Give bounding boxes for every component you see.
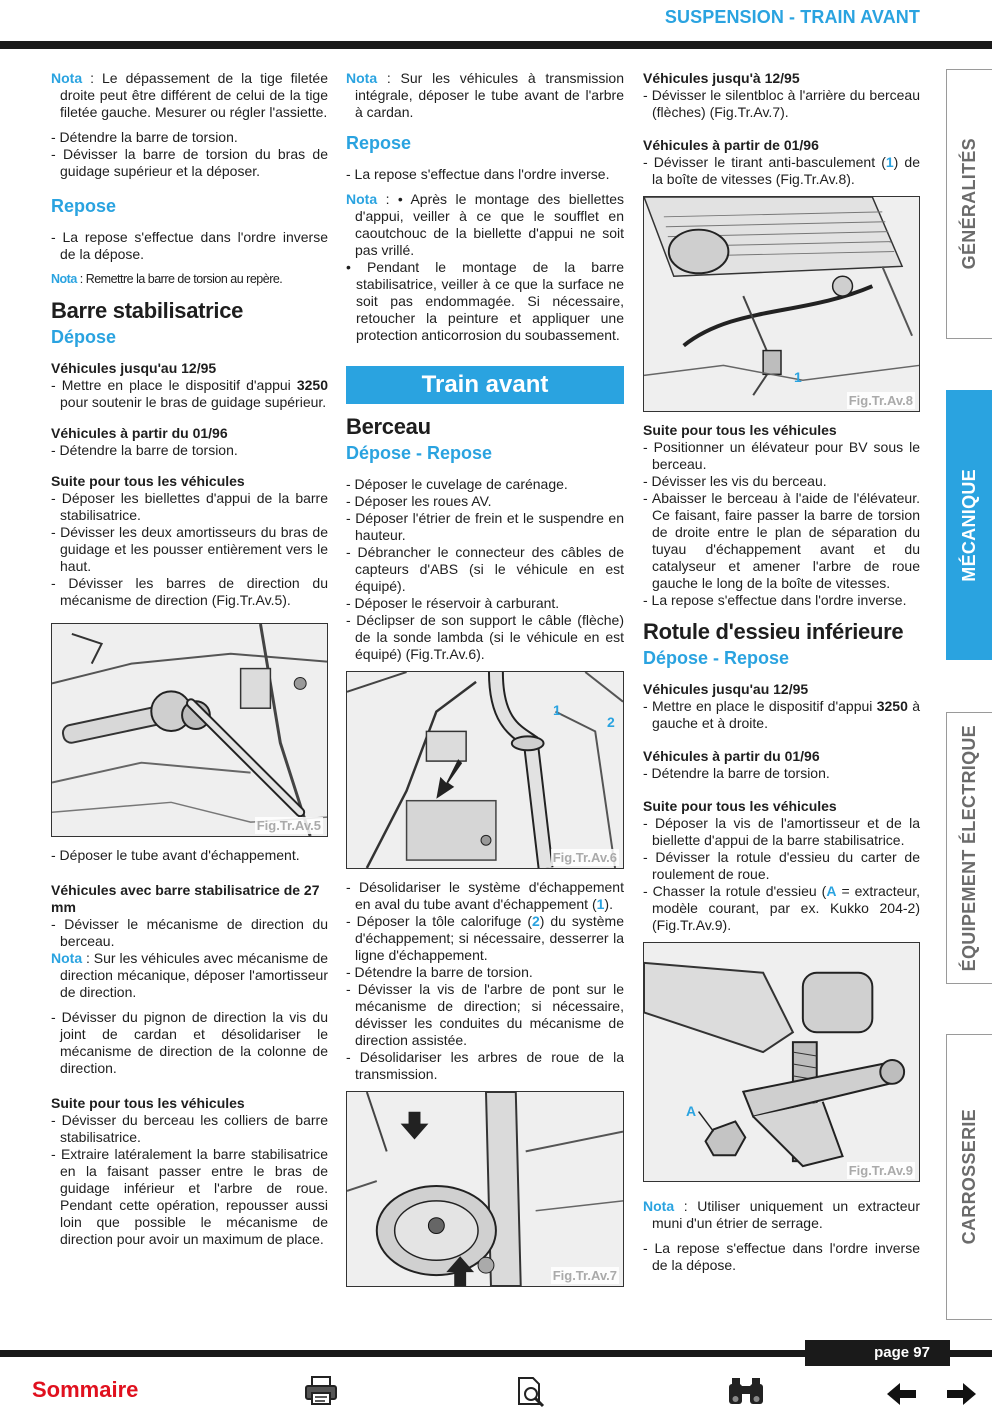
step: - Détendre la barre de torsion. <box>643 765 830 781</box>
ball-joint-extractor-illustration <box>644 943 919 1181</box>
nota-paragraph: Nota : Remettre la barre de torsion au repère. <box>51 272 283 286</box>
tab-equipement-electrique[interactable]: ÉQUIPEMENT ÉLECTRIQUE <box>946 712 992 984</box>
figure-tr-av-8 <box>643 196 920 412</box>
depose-repose-heading: Dépose - Repose <box>643 648 790 668</box>
step: - Dévisser le silentbloc à l'arrière du berceau (flèches) (Fig.Tr.Av.7). <box>643 87 920 120</box>
steering-tie-rod-illustration <box>52 624 327 836</box>
anti-roll-link-illustration <box>644 197 919 411</box>
step: - Déposer les roues AV. <box>346 493 492 509</box>
depose-heading: Dépose <box>51 327 117 347</box>
subheading: Véhicules jusqu'au 12/95 <box>643 681 809 697</box>
section-title: Berceau <box>346 414 431 439</box>
bullet-item: • Pendant le montage de la barre stabilisatrice, veiller à ce que la surface ne soit pas endommagée. Si nécessaire, retoucher la peinture et appliquer une protection anticorrosion du soubassement. <box>346 259 624 343</box>
step: - Chasser la rotule d'essieu (A = extracteur, modèle courant, par ex. Kukko 204-2) (Fig.Tr.Av.9). <box>643 883 921 933</box>
tab-generalites[interactable]: GÉNÉRALITÉS <box>946 69 992 339</box>
step: - Déposer l'étrier de frein et le suspendre en hauteur. <box>346 510 624 543</box>
step: - Dévisser du berceau les colliers de barre stabilisatrice. <box>51 1112 328 1145</box>
subheading: Véhicules jusqu'au 12/95 <box>51 360 217 376</box>
figure-tr-av-6 <box>346 671 624 869</box>
step: - Dévisser les vis du berceau. <box>643 473 827 489</box>
arrow-right-icon[interactable] <box>946 1382 976 1410</box>
step: - Dévisser la rotule d'essieu du carter de roulement de roue. <box>643 849 920 882</box>
nota-paragraph: Nota : Sur les véhicules avec mécanisme de direction mécanique, déposer l'amortisseur de direction. <box>51 950 329 1000</box>
step: - Dévisser les deux amortisseurs du bras de guidage et les pousser entièrement vers le haut. <box>51 524 328 574</box>
figure-caption: Fig.Tr.Av.6 <box>552 850 617 865</box>
step: - Mettre en place le dispositif d'appui 3250 à gauche et à droite. <box>643 698 920 731</box>
step: - Désolidariser les arbres de roue de la transmission. <box>346 1049 624 1082</box>
step: - Déposer le tube avant d'échappement. <box>51 847 300 863</box>
figure-caption: Fig.Tr.Av.9 <box>848 1163 913 1178</box>
subheading: Véhicules à partir du 01/96 <box>643 748 820 764</box>
section-title: Barre stabilisatrice <box>51 298 244 323</box>
page-number: page 97 <box>805 1340 950 1366</box>
subheading: Véhicules à partir de 01/96 <box>643 137 819 153</box>
subframe-silentbloc-illustration <box>347 1092 623 1286</box>
subheading: Suite pour tous les véhicules <box>643 798 837 814</box>
subheading: Suite pour tous les véhicules <box>51 1095 245 1111</box>
step: - Mettre en place le dispositif d'appui 3250 pour soutenir le bras de guidage supérieur. <box>51 377 328 410</box>
section-title: Rotule d'essieu inférieure <box>643 619 904 644</box>
column-3 <box>643 70 920 1274</box>
depose-repose-heading: Dépose - Repose <box>346 443 493 463</box>
column-2 <box>346 70 624 1297</box>
arrow-left-icon[interactable] <box>887 1382 917 1410</box>
step: - Dévisser la vis de l'arbre de pont sur le mécanisme de direction; si nécessaire, dévisser les conduites du mécanisme de direction assistée. <box>346 981 624 1048</box>
nota-paragraph: Nota : • Après le montage des biellettes d'appui, veiller à ce que le soufflet en caoutchouc de la biellette d'appui ne soit pas vrillé. <box>346 191 624 258</box>
step: - Déposer la vis de l'amortisseur et de la biellette d'appui de la barre stabilisatrice. <box>643 815 920 848</box>
step: - Dévisser la barre de torsion du bras de guidage supérieur et la déposer. <box>51 146 328 179</box>
callout-1: 1 <box>794 369 802 385</box>
step: - Dévisser du pignon de direction la vis du joint de cardan et désolidariser le mécanisme de direction de la colonne de direction. <box>51 1009 328 1076</box>
step: - Détendre la barre de torsion. <box>346 964 533 980</box>
figure-caption: Fig.Tr.Av.7 <box>552 1268 617 1283</box>
step: - La repose s'effectue dans l'ordre inverse de la dépose. <box>51 229 328 262</box>
tab-carrosserie[interactable]: CARROSSERIE <box>946 1034 992 1320</box>
printer-icon[interactable] <box>304 1376 338 1410</box>
subheading: Suite pour tous les véhicules <box>643 422 837 438</box>
page-header-title: SUSPENSION - TRAIN AVANT <box>664 7 920 27</box>
figure-tr-av-9 <box>643 942 920 1182</box>
nota-paragraph: Nota : Sur les véhicules à transmission intégrale, déposer le tube avant de l'arbre à cardan. <box>346 70 624 120</box>
figure-caption: Fig.Tr.Av.5 <box>256 818 321 833</box>
section-banner: Train avant <box>346 366 624 404</box>
nota-paragraph: Nota : Le dépassement de la tige filetée droite peut être différent de celui de la tige filetée gauche. Mesurer ou régler l'assiette. <box>51 70 328 120</box>
step: - Déclipser de son support le câble (flèche) de la sonde lambda (si le véhicule en est équipé) (Fig.Tr.Av.6). <box>346 612 624 662</box>
step: - Dévisser le mécanisme de direction du berceau. <box>51 916 328 949</box>
step: - Déposer le réservoir à carburant. <box>346 595 560 611</box>
figure-tr-av-5 <box>51 623 328 837</box>
step: - Déposer la tôle calorifuge (2) du système d'échappement; si nécessaire, desserrer la ligne d'échappement. <box>346 913 624 963</box>
subheading: Véhicules jusqu'à 12/95 <box>643 70 800 86</box>
callout-1: 1 <box>553 702 561 718</box>
step: - Déposer le cuvelage de carénage. <box>346 476 568 492</box>
step: - Dévisser le tirant anti-basculement (1) de la boîte de vitesses (Fig.Tr.Av.8). <box>643 154 920 187</box>
zoom-document-icon[interactable] <box>516 1376 546 1412</box>
nota-paragraph: Nota : Utiliser uniquement un extracteur muni d'un étrier de serrage. <box>643 1198 920 1231</box>
step: - Détendre la barre de torsion. <box>51 129 238 145</box>
figure-tr-av-7 <box>346 1091 624 1287</box>
step: - La repose s'effectue dans l'ordre inverse. <box>643 592 907 608</box>
step: - La repose s'effectue dans l'ordre inverse de la dépose. <box>643 1240 920 1273</box>
callout-a: A <box>686 1103 697 1119</box>
figure-caption: Fig.Tr.Av.8 <box>848 393 913 408</box>
repose-heading: Repose <box>51 196 117 216</box>
repose-heading: Repose <box>346 133 412 153</box>
header-rule <box>0 41 992 49</box>
step: - Détendre la barre de torsion. <box>51 442 238 458</box>
step: - Extraire latéralement la barre stabilisatrice en la faisant passer entre le bras de guidage inférieur et l'arbre de roue. Pendant cette opération, repousser aussi loin que possible le mécanisme de direction pour avoir un maximum de place. <box>51 1146 328 1247</box>
subheading: Suite pour tous les véhicules <box>51 473 245 489</box>
exhaust-downpipe-illustration <box>347 672 623 868</box>
step: - Débrancher le connecteur des câbles de capteurs d'ABS (si le véhicule en est équipé). <box>346 544 624 594</box>
sommaire-link[interactable]: Sommaire <box>32 1377 139 1402</box>
binoculars-icon[interactable] <box>726 1376 766 1410</box>
step: - La repose s'effectue dans l'ordre inverse. <box>346 166 610 182</box>
column-1 <box>51 70 328 1248</box>
tab-mecanique[interactable]: MÉCANIQUE <box>946 390 992 660</box>
step: - Dévisser les barres de direction du mécanisme de direction (Fig.Tr.Av.5). <box>51 575 328 608</box>
step: - Désolidariser le système d'échappement en aval du tube avant d'échappement (1). <box>346 879 624 912</box>
step: - Abaisser le berceau à l'aide de l'élévateur. Ce faisant, faire passer la barre de torsion de droite entre le plan de séparation du tuyau d'échappement avant et du catalyseur et amener l'arbre de roue gauche le long de la boîte de vitesses. <box>643 490 920 591</box>
subheading: Véhicules à partir du 01/96 <box>51 425 228 441</box>
step: - Positionner un élévateur pour BV sous le berceau. <box>643 439 920 472</box>
subheading: Véhicules avec barre stabilisatrice de 27 mm <box>51 882 320 915</box>
step: - Déposer les biellettes d'appui de la barre stabilisatrice. <box>51 490 328 523</box>
callout-2: 2 <box>607 714 615 730</box>
